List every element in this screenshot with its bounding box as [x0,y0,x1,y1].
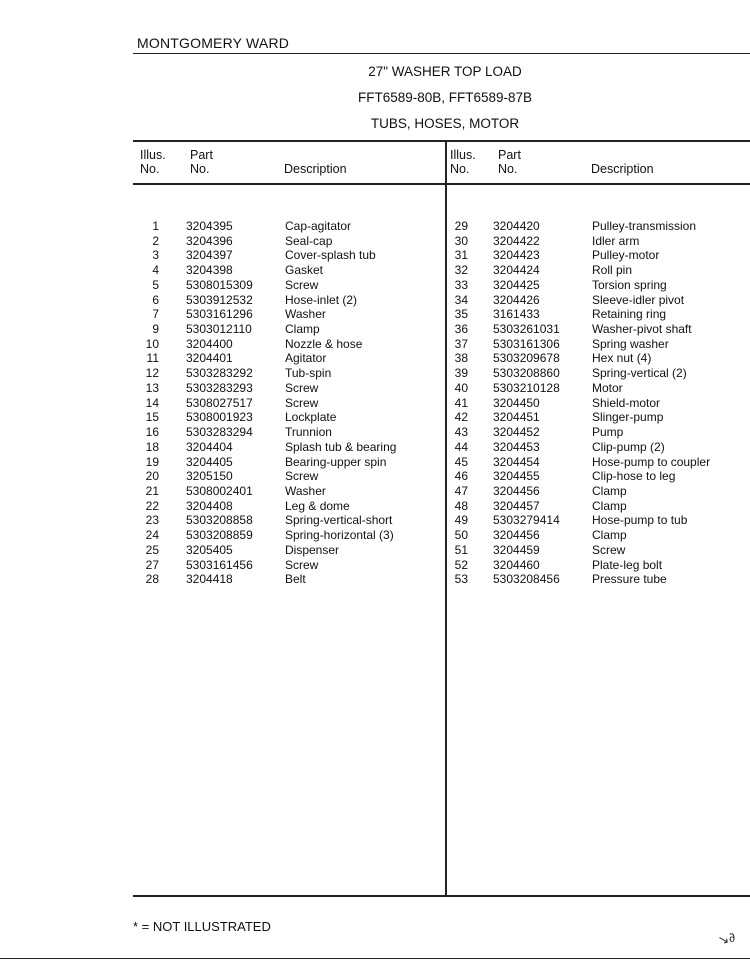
part-number: 3204418 [186,572,233,587]
part-description: Bearing-upper spin [285,454,387,469]
illus-number: 9 [152,322,159,337]
illus-number: 45 [454,454,468,469]
illus-number: 31 [454,248,468,263]
column-header-illus: Illus. No. [140,148,166,176]
illus-number: 13 [145,380,159,395]
part-number: 5303161306 [493,336,560,351]
part-description: Motor [592,380,623,395]
illus-number: 23 [145,513,159,528]
part-number: 3204456 [493,528,540,543]
part-number: 5303912532 [186,292,253,307]
part-description: Screw [592,542,626,557]
part-description: Pulley-transmission [592,219,697,233]
part-number: 5303283293 [186,380,253,395]
part-description: Belt [285,572,306,587]
part-description: Tub-spin [285,366,332,381]
illus-number: 36 [454,322,468,337]
part-number: 3204398 [186,263,233,278]
part-number: 5303208456 [493,572,560,587]
illus-number: 38 [454,351,468,366]
part-description: Clip-hose to leg [592,469,676,484]
part-description: Spring-vertical (2) [592,366,687,381]
table-bottom-rule [133,895,750,897]
part-number: 5303210128 [493,380,560,395]
part-number: 3204425 [493,277,540,292]
illus-number: 43 [454,425,468,440]
illus-number: 47 [454,483,468,498]
part-number: 5303012110 [186,322,252,337]
part-number: 5308001923 [186,410,253,425]
part-number: 3204460 [493,557,540,572]
part-description: Spring washer [592,336,669,351]
part-description: Pump [592,425,624,440]
illus-number: 20 [145,469,159,484]
illus-number: 19 [145,454,159,469]
illus-number: 46 [454,469,468,484]
illus-number: 4 [152,263,159,278]
part-description: Trunnion [285,425,332,440]
column-header-description: Description [284,162,347,176]
illus-number: 7 [152,307,159,322]
illus-number: 41 [454,395,468,410]
part-description: Screw [285,469,319,484]
illus-number: 37 [454,336,468,351]
illus-number: 5 [152,277,159,292]
table-top-rule [133,140,750,142]
illus-number: 34 [454,292,468,307]
part-description: Clamp [592,498,627,513]
illus-number: 21 [145,483,159,498]
illus-number: 53 [454,572,468,587]
part-number: 3204404 [186,439,233,454]
illus-number: 3 [152,248,159,263]
part-number: 5303283292 [186,366,253,381]
part-description: Clip-pump (2) [592,439,665,454]
part-number: 5303209678 [493,351,560,366]
part-number: 3204397 [186,248,233,263]
illus-number: 22 [145,498,159,513]
bottom-rule [0,958,750,959]
part-number: 5303161456 [186,557,253,572]
illus-number: 11 [146,351,159,366]
illus-number: 25 [145,542,159,557]
part-description: Retaining ring [592,307,667,322]
column-header-illus-right: Illus. No. [450,148,476,176]
part-description: Idler arm [592,233,640,248]
part-description: Agitator [285,351,327,366]
illus-number: 14 [145,395,159,410]
illus-number: 51 [454,542,468,557]
part-number: 3204396 [186,233,233,248]
column-header-part-right: Part No. [498,148,521,176]
footnote: * = NOT ILLUSTRATED [133,919,271,934]
part-description: Slinger-pump [592,410,664,425]
part-description: Spring-vertical-short [285,513,393,528]
part-description: Hose-inlet (2) [285,292,358,307]
part-number: 3204405 [186,454,233,469]
part-number: 3161433 [493,307,540,322]
part-description: Plate-leg bolt [592,557,663,572]
illus-number: 10 [145,336,159,351]
part-description: Leg & dome [285,498,350,513]
model-numbers: FFT6589-80B, FFT6589-87B [357,90,533,105]
part-number: 3204408 [186,498,233,513]
illus-number: 42 [454,410,468,425]
part-description: Pulley-motor [592,248,660,263]
illus-number: 35 [454,307,468,322]
illus-number: 18 [145,439,159,454]
illus-number: 49 [454,513,468,528]
illus-number: 52 [454,557,468,572]
part-description: Gasket [285,263,324,278]
part-description: Roll pin [592,263,633,278]
illus-number: 1 [152,219,159,233]
illus-number: 33 [454,277,468,292]
scan-mark-icon: ↘∂ [716,929,738,950]
part-number: 3204455 [493,469,540,484]
section-title: TUBS, HOSES, MOTOR [370,116,520,131]
illus-number: 6 [152,292,159,307]
part-description: Screw [285,380,319,395]
part-number: 5303208860 [493,366,560,381]
illus-number: 12 [145,366,159,381]
part-number: 3204424 [493,263,540,278]
part-description: Screw [285,557,319,572]
illus-number: 16 [145,425,159,440]
illus-number: 32 [454,263,468,278]
part-description: Clamp [285,322,320,337]
part-number: 3204453 [493,439,540,454]
part-number: 3204452 [493,425,540,440]
part-description: Shield-motor [592,395,661,410]
part-description: Clamp [592,483,627,498]
part-number: 3204450 [493,395,540,410]
part-number: 3204459 [493,542,540,557]
part-description: Clamp [592,528,627,543]
illus-number: 24 [145,528,159,543]
part-number: 5303283294 [186,425,253,440]
part-number: 5308027517 [186,395,253,410]
part-number: 5303208859 [186,528,253,543]
part-description: Nozzle & hose [285,336,363,351]
part-description: Splash tub & bearing [285,439,397,454]
illus-number: 29 [454,219,468,233]
part-description: Spring-horizontal (3) [285,528,394,543]
part-number: 3204420 [493,219,540,233]
part-number: 3204454 [493,454,540,469]
column-header-description-right: Description [591,162,654,176]
part-number: 3204423 [493,248,540,263]
part-description: Hex nut (4) [592,351,652,366]
top-rule [133,53,750,54]
illus-number: 2 [152,233,159,248]
illus-number: 48 [454,498,468,513]
part-number: 3205150 [186,469,233,484]
header-bottom-rule [133,183,750,185]
document-title: 27" WASHER TOP LOAD [368,64,522,79]
part-description: Sleeve-idler pivot [592,292,685,307]
illus-number: 40 [454,380,468,395]
part-description: Screw [285,395,319,410]
brand-name: MONTGOMERY WARD [137,35,290,51]
part-description: Washer [285,307,326,322]
part-description: Cover-splash tub [285,248,376,263]
part-number: 5303261031 [493,322,560,337]
part-number: 5303161296 [186,307,253,322]
part-number: 3204451 [493,410,540,425]
illus-number: 15 [145,410,159,425]
part-number: 3204456 [493,483,540,498]
part-description: Torsion spring [592,277,667,292]
part-description: Cap-agitator [285,219,352,233]
illus-number: 28 [145,572,159,587]
part-number: 3204400 [186,336,233,351]
part-number: 3204395 [186,219,233,233]
part-number: 5308015309 [186,277,253,292]
part-number: 3204422 [493,233,540,248]
part-number: 3204457 [493,498,540,513]
illus-number: 44 [454,439,468,454]
part-description: Washer-pivot shaft [592,322,692,337]
part-number: 5308002401 [186,483,253,498]
part-number: 5303279414 [493,513,560,528]
part-number: 3204426 [493,292,540,307]
part-description: Seal-cap [285,233,333,248]
illus-number: 50 [454,528,468,543]
part-description: Hose-pump to coupler [592,454,711,469]
part-description: Hose-pump to tub [592,513,688,528]
part-description: Dispenser [285,542,340,557]
illus-number: 30 [454,233,468,248]
part-description: Washer [285,483,326,498]
part-number: 3205405 [186,542,233,557]
part-description: Pressure tube [592,572,667,587]
illus-number: 27 [145,557,159,572]
part-number: 5303208858 [186,513,253,528]
part-number: 3204401 [186,351,233,366]
illus-number: 39 [454,366,468,381]
part-description: Screw [285,277,319,292]
part-description: Lockplate [285,410,337,425]
column-header-part: Part No. [190,148,213,176]
